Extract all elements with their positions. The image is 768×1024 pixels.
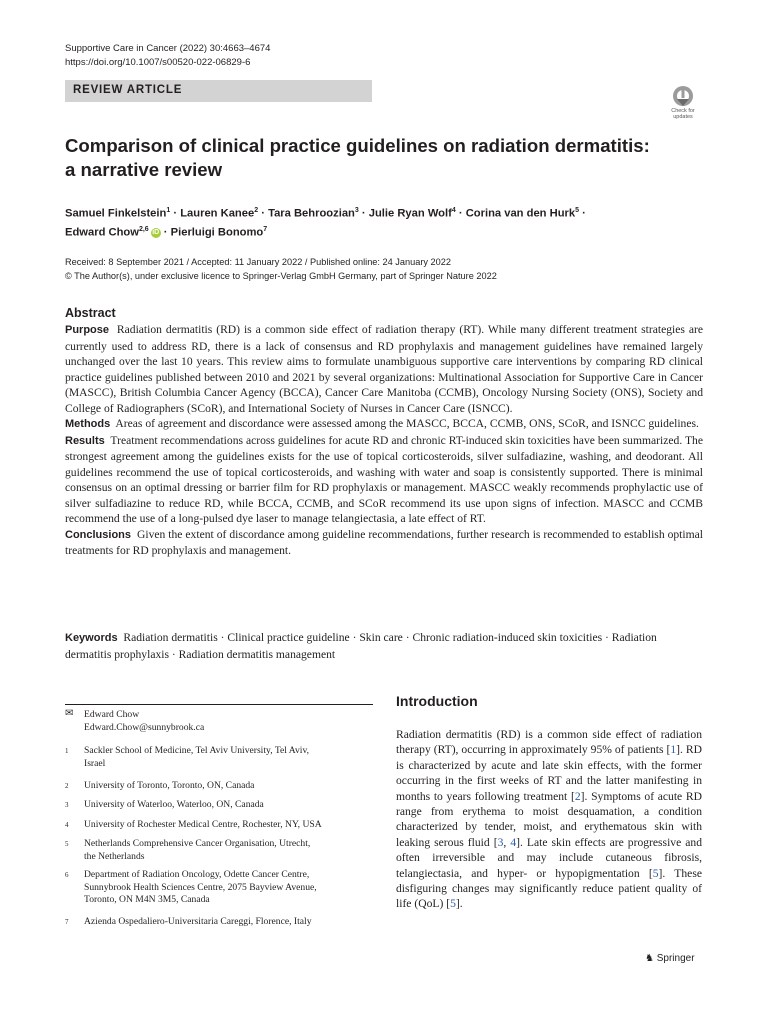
author-name: Corina van den Hurk <box>465 207 576 220</box>
abstract-heading: Abstract <box>65 306 116 320</box>
check-for-updates-icon <box>664 84 702 108</box>
affiliation: 2 University of Toronto, Toronto, ON, Canada <box>65 780 255 791</box>
check-for-updates-badge[interactable] <box>664 84 702 124</box>
article-type-banner <box>65 80 372 102</box>
journal-header <box>65 42 270 70</box>
received-accepted-line: Received: 8 September 2021 / Accepted: 11 January 2022 / Published online: 24 January 2022 <box>65 257 451 267</box>
citation-link[interactable]: 5 <box>652 866 659 880</box>
orcid-icon[interactable]: iD <box>152 228 160 236</box>
abstract-methods: Methods Areas of agreement and discordance were assessed among the MASCC, BCCA, CCMB, ONS, SCoR, and ISNCC guidelines. <box>65 417 699 430</box>
introduction-body: Radiation dermatitis (RD) is a common side effect of radiation therapy (RT), occurring in approximately 95% of patients [1]. RD is characterized by acute and late skin effects, with the former occurring in the first weeks of RT and the latter manifesting in months to years following treatment [2]. Symptoms of acute RD range from erythema to moist desquamation, a condition characterized by tender, moist, and erythematous skin with leaking serous fluid [3, 4]. Late skin effects are progressive and often irreversible and may include cutaneous fibrosis, telangiectasia, and hyper- or hypopigmentation [5]. These disfiguring changes may significantly reduce patient quality of life (QoL) [5]. <box>396 728 703 911</box>
affiliation: 6 Department of Radiation Oncology, Odette Cancer Centre, Sunnybrook Health Sciences Centre, 2075 Bayview Avenue, Toronto, ON M4N 3M5, Canada <box>65 869 317 905</box>
publication-dates <box>65 255 497 283</box>
author-name: Samuel Finkelstein <box>65 207 167 220</box>
abstract-purpose: Purpose Radiation dermatitis (RD) is a common side effect of radiation therapy (RT). While many different treatment strategies are currently used to address RD, there is a lack of consensus and RD prophylaxis and management guidelines have remained largely unchanged over the last 10 years. This review aims to formulate unambiguous supportive care interventions by comparing RD clinical practice guidelines published between 2010 and 2021 by several organizations: Multinational Association for Supportive Care in Cancer (MASCC), British Columbia Cancer Agency (BCCA), Cancer Care Manitoba (CCMB), Oncology Nursing Society (ONS), Society and College of Radiographers (SCoR), and International Society of Nurses in Cancer Care (ISNCC). <box>65 323 704 415</box>
author-name: Edward Chow <box>65 226 139 239</box>
author-list: Samuel Finkelstein$^1$ · Lauren Kanee$^2$ · Tara Behroozian$^3$ · Julie Ryan Wolf$^4$ · Corina van den Hurk$^5$ · Edward Chow$^{2,6}$ iD · Pierluigi Bonomo$^7$ <box>65 207 586 239</box>
correspondence-email[interactable]: Edward.Chow@sunnybrook.ca <box>84 721 205 733</box>
keywords <box>65 630 703 662</box>
affiliation: 4 University of Rochester Medical Centre, Rochester, NY, USA <box>65 819 322 830</box>
abstract-body <box>65 322 703 559</box>
affiliation: 3 University of Waterloo, Waterloo, ON, Canada <box>65 799 264 810</box>
correspondence-name: Edward Chow <box>84 709 140 720</box>
publisher-name: Springer <box>656 953 695 964</box>
publisher-footer <box>645 953 695 964</box>
citation-link[interactable]: 2 <box>574 789 581 803</box>
article-type-label: REVIEW ARTICLE <box>73 84 183 96</box>
keywords-label: Keywords <box>65 632 118 644</box>
check-for-updates-line1: Check for <box>671 108 695 114</box>
footnote-divider <box>65 704 373 705</box>
correspondence <box>65 709 373 734</box>
check-for-updates-line2: updates <box>673 114 693 120</box>
author-name: Tara Behroozian <box>268 207 355 220</box>
introduction-heading: Introduction <box>396 693 478 709</box>
springer-horse-icon: ♞ <box>645 953 654 964</box>
citation-link[interactable]: 5 <box>450 897 456 911</box>
author-name: Lauren Kanee <box>180 207 255 220</box>
citation-link[interactable]: 1 <box>670 743 677 757</box>
citation-link[interactable]: 3 <box>497 835 504 849</box>
copyright-line: © The Author(s), under exclusive licence to Springer-Verlag GmbH Germany, part of Springer Nature 2022 <box>65 271 497 281</box>
doi-link[interactable]: https://doi.org/10.1007/s00520-022-06829-6 <box>65 57 251 68</box>
abstract-conclusions: Conclusions Given the extent of discordance among guideline recommendations, further research is recommended to establish optimal treatments for RD prophylaxis and management. <box>65 527 704 557</box>
affiliation: 5 Netherlands Comprehensive Cancer Organisation, Utrecht, the Netherlands <box>65 838 311 862</box>
author-name: Julie Ryan Wolf <box>368 207 452 220</box>
journal-citation: Supportive Care in Cancer (2022) 30:4663–4674 <box>65 43 271 54</box>
article-title: Comparison of clinical practice guidelines on radiation dermatitis: a narrative review <box>65 135 650 180</box>
affiliation: 7 Azienda Ospedaliero-Universitaria Careggi, Florence, Italy <box>65 916 312 927</box>
author-name: Pierluigi Bonomo <box>170 226 264 239</box>
keywords-text: Radiation dermatitis · Clinical practice guideline · Skin care · Chronic radiation-induced skin toxicities · Radiation dermatitis prophylaxis · Radiation dermatitis management <box>65 631 657 661</box>
affiliation: 1 Sackler School of Medicine, Tel Aviv University, Tel Aviv, Israel <box>65 745 310 769</box>
abstract-results: Results Treatment recommendations across guidelines for acute RD and chronic RT-induced skin toxicities have been summarized. The strongest agreement among the guidelines exists for the use of topical corticosteroids, silver sulfadiazine, washing, and deodorant. All guidelines recommend the use of topical corticosteroids, and washing with water and soap is consistently supported. There is minimal consensus on an optimal dressing or barrier film for RD prophylaxis or management. MASCC weakly recommends prophylactic use of silver sulfadiazine to reduce RD, while BCCA, CCMB, and SCoR recommend its use upon signs of infection. MASCC and CCMB recommend the use of a long-pulsed dye laser to manage telangiectasia, a late effect of RT. <box>65 433 703 525</box>
envelope-icon: ✉ <box>65 708 74 719</box>
citation-link[interactable]: 4 <box>510 835 517 849</box>
